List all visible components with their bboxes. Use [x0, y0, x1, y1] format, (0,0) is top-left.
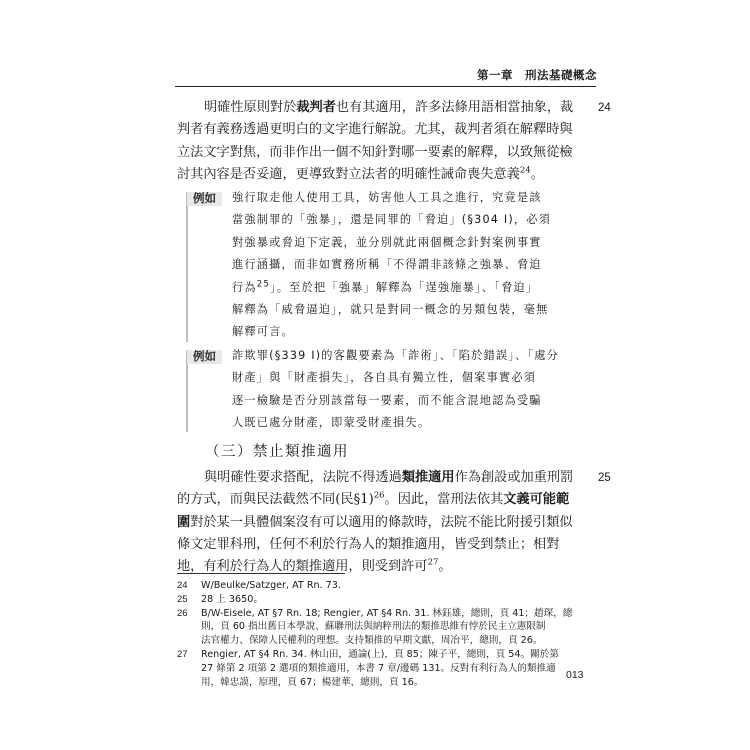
footnote-text: B/W-Eisele, AT §7 Rn. 18; Rengier, AT §4 Rn. 31. 林鈺雄，總則，頁 41；趙琛，總 則，頁 60 指出舊日本學說、蘇聯刑法與納粹刑法的類推思維有悖於民主立憲限制 法官權力、保障人民權利的理想。支持類推的早期文獻，周冶平，總則，頁 26。	[201, 607, 573, 647]
footnote-text: 28 上 3650。	[201, 593, 263, 605]
footnotes	[177, 579, 587, 689]
footnote-number: 26	[177, 607, 188, 619]
example-line: 進行涵攝，而非如實務所稱「不得謂非該條之強暴、脅迫	[232, 258, 542, 272]
paragraph-line: 討其內容是否妥適，更導致對立法者的明確性誡命喪失意義$^{24}$。	[177, 165, 544, 182]
margin-number-24: 24	[598, 102, 611, 114]
example-label: 例如	[193, 349, 216, 363]
footnote-number: 27	[177, 648, 188, 660]
margin-number-25: 25	[598, 472, 611, 484]
emphasis-text: 圍	[177, 514, 191, 530]
example-line: 當強制罪的「強暴」，還是同罪的「脅迫」(§304 I)，必須	[232, 213, 552, 227]
example-line: 解釋為「威脅逼迫」，就只是對同一概念的另類包裝，毫無	[232, 303, 549, 317]
example-text	[232, 187, 582, 344]
example-line: 解釋可言。	[232, 325, 294, 339]
paragraph-25	[177, 467, 580, 578]
paragraph-line: 與明確性要求搭配，法院不得透過類推適用作為創設或加重刑罰	[204, 470, 574, 485]
page-number: 013	[566, 669, 584, 681]
paragraph-24	[177, 97, 580, 186]
footnote-ref-26[interactable]: 26	[373, 490, 385, 501]
running-head: 第一章 刑法基礎概念	[477, 68, 597, 82]
emphasis-text: 類推適用	[401, 470, 455, 485]
emphasis-text: 文義可能範	[503, 492, 570, 508]
paragraph-line: 判者有義務透過更明白的文字進行解說。尤其，裁判者須在解釋時與	[177, 122, 573, 138]
footnote-ref-24[interactable]: 24	[519, 165, 531, 176]
example-label: 例如	[193, 191, 216, 205]
footnote-text: W/Beulke/Satzger, AT Rn. 73.	[201, 580, 341, 591]
paragraph-line: 條文定罪科刑，任何不利於行為人的類推適用，皆受到禁止；相對	[177, 536, 560, 552]
example-side-bar	[186, 192, 188, 342]
paragraph-line: 的方式，而與民法截然不同(民§1)$^{26}$。因此，當刑法依其文義可能範	[177, 490, 570, 508]
example-line: 人既已處分財產，即蒙受財產損失。	[232, 416, 431, 430]
example-line: 對強暴或脅迫下定義，並分別就此兩個概念針對案例事實	[232, 235, 542, 249]
paragraph-line: 地，有利於行為人的類推適用，則受到許可$^{27}$。	[177, 557, 452, 575]
example-line: 逐一檢驗是否分別該當每一要素，而不能含混地認為受騙	[232, 393, 542, 407]
example-line: 強行取走他人使用工具，妨害他人工具之進行，究竟是該	[232, 191, 542, 204]
footnote-number: 24	[177, 580, 188, 591]
footnote-number: 25	[177, 593, 188, 605]
footnote-ref-25[interactable]: 25	[256, 278, 270, 289]
footnote-text: Rengier, AT §4 Rn. 34. 林山田，通論(上)，頁 85；陳子平，總則，頁 54。關於第 27 條第 2 項第 2 選項的類推適用，本書 7 章/邊碼 131。反對有利行為人的類推適 用，韓忠謨，原理，頁 67；楊建華，總則，頁 16。	[201, 648, 559, 688]
footnote-26	[177, 607, 587, 648]
example-text	[232, 345, 582, 435]
footnote-24	[177, 579, 587, 593]
section-subheading: （三）禁止類推適用	[205, 444, 349, 460]
paragraph-line: 明確性原則對於裁判者也有其適用，許多法條用語相當抽象，裁	[204, 100, 574, 115]
emphasis-text: 裁判者	[296, 100, 336, 115]
footnote-25	[177, 593, 587, 607]
paragraph-line: 圍對於某一具體個案沒有可以適用的條款時，法院不能比附援引類似	[177, 514, 573, 530]
footnote-rule	[177, 573, 345, 574]
example-line: 詐欺罪(§339 I)的客觀要素為「詐術」、「陷於錯誤」、「處分	[232, 349, 560, 362]
footnote-ref-27[interactable]: 27	[427, 557, 439, 568]
example-line: 財產」與「財產損失」，各自具有獨立性，個案事實必須	[232, 371, 537, 385]
header-rule	[175, 86, 596, 87]
paragraph-line: 立法文字對焦，而非作出一個不知針對哪一要素的解釋，以致無從檢	[177, 144, 573, 160]
footnote-27	[177, 648, 587, 689]
example-line: 行為$^{25}$」。至於把「強暴」解釋為「逞強施暴」、「脅迫」	[232, 278, 539, 294]
